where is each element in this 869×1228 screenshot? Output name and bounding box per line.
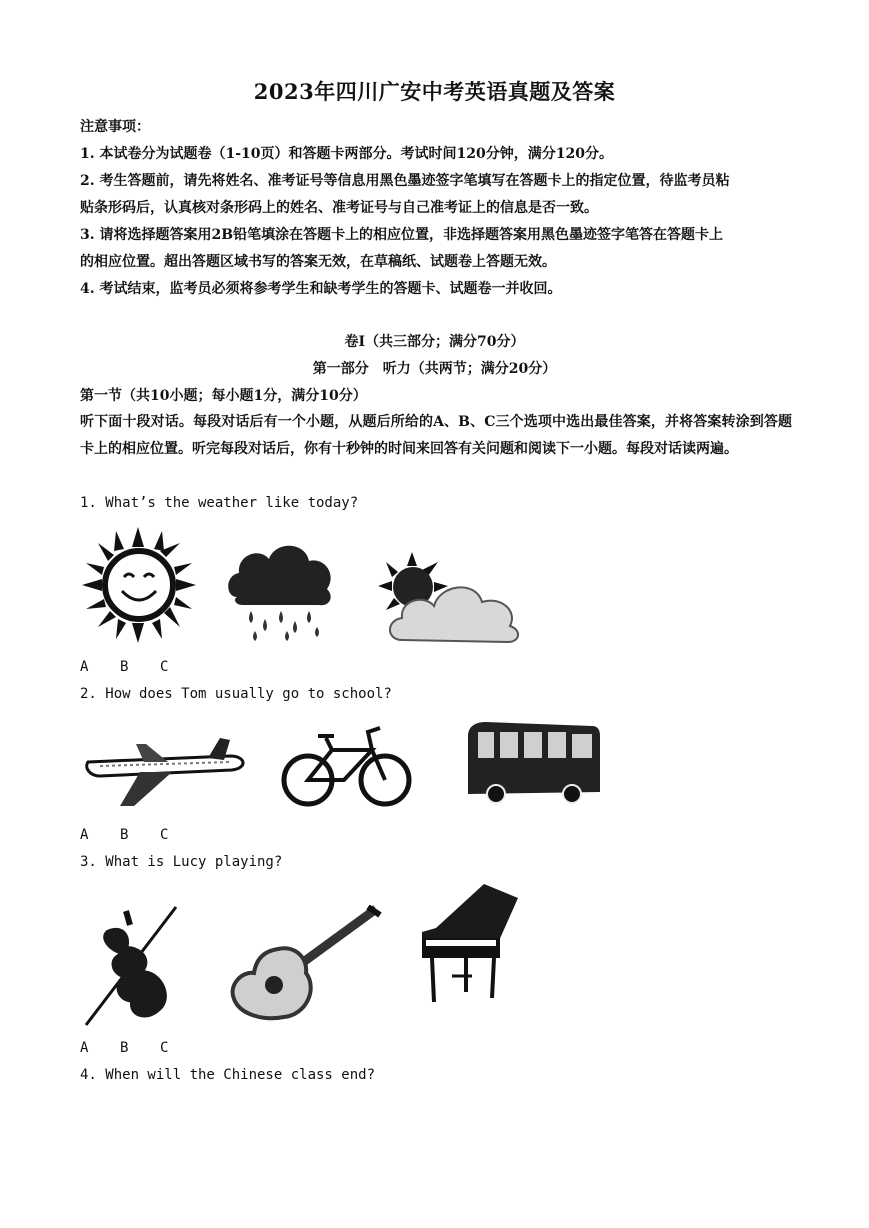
rain-cloud-icon (225, 535, 340, 645)
sun-behind-cloud-icon (372, 550, 527, 645)
question-2: 2. How does Tom usually go to school? (80, 686, 392, 702)
option-a: A (80, 659, 89, 675)
option-a: A (80, 1040, 89, 1056)
q1-options (80, 659, 200, 675)
notice-item-3-cont: 的相应位置。超出答题区域书写的答案无效，在草稿纸、试题卷上答题无效。 (80, 254, 556, 270)
option-a: A (80, 827, 89, 843)
piano-icon (412, 880, 522, 1010)
notice-item-2-cont: 贴条形码后，认真核对条形码上的姓名、准考证号与自己准考证上的信息是否一致。 (80, 200, 598, 216)
option-b: B (120, 827, 129, 843)
exam-title: 2023年四川广安中考英语真题及答案 (253, 79, 616, 104)
notice-item-3: 3. 请将选择题答案用2B铅笔填涂在答题卡上的相应位置，非选择题答案用黑色墨迹签字笔答在答题卡上 (80, 227, 724, 243)
question-1: 1. What’s the weather like today? (80, 495, 359, 511)
notice-item-1: 1. 本试卷分为试题卷（1-10页）和答题卡两部分。考试时间120分钟，满分120分。 (80, 146, 613, 162)
part-title: 第一部分 听力（共两节；满分20分） (312, 361, 557, 377)
sun-icon (80, 525, 200, 645)
option-b: B (120, 659, 129, 675)
bus-icon (462, 718, 602, 808)
question-4: 4. When will the Chinese class end? (80, 1067, 376, 1083)
notice-item-4: 4. 考试结束，监考员必须将参考学生和缺考学生的答题卡、试题卷一并收回。 (80, 281, 562, 297)
volume-title: 卷Ⅰ（共三部分；满分70分） (344, 334, 525, 350)
question-3: 3. What is Lucy playing? (80, 854, 283, 870)
notice-heading: 注意事项： (80, 119, 150, 135)
option-c: C (160, 827, 169, 843)
guitar-icon (228, 905, 383, 1027)
option-c: C (160, 659, 169, 675)
violin-icon (80, 905, 205, 1030)
notice-item-2: 2. 考生答题前，请先将姓名、准考证号等信息用黑色墨迹签字笔填写在答题卡上的指定位置，待监考员粘 (80, 173, 730, 189)
option-c: C (160, 1040, 169, 1056)
section-title: 第一节（共10小题；每小题1分，满分10分） (80, 388, 367, 404)
q2-options (80, 827, 200, 843)
listening-instructions: 听下面十段对话。每段对话后有一个小题，从题后所给的A、B、C三个选项中选出最佳答案，并将答案转涂到答题卡上的相应位置。听完每段对话后，你有十秒钟的时间来回答有关问题和阅读下一小题。每段对话读两遍。 (80, 414, 792, 457)
option-b: B (120, 1040, 129, 1056)
bicycle-icon (280, 722, 415, 812)
q3-options (80, 1040, 200, 1056)
airplane-icon (80, 732, 250, 808)
